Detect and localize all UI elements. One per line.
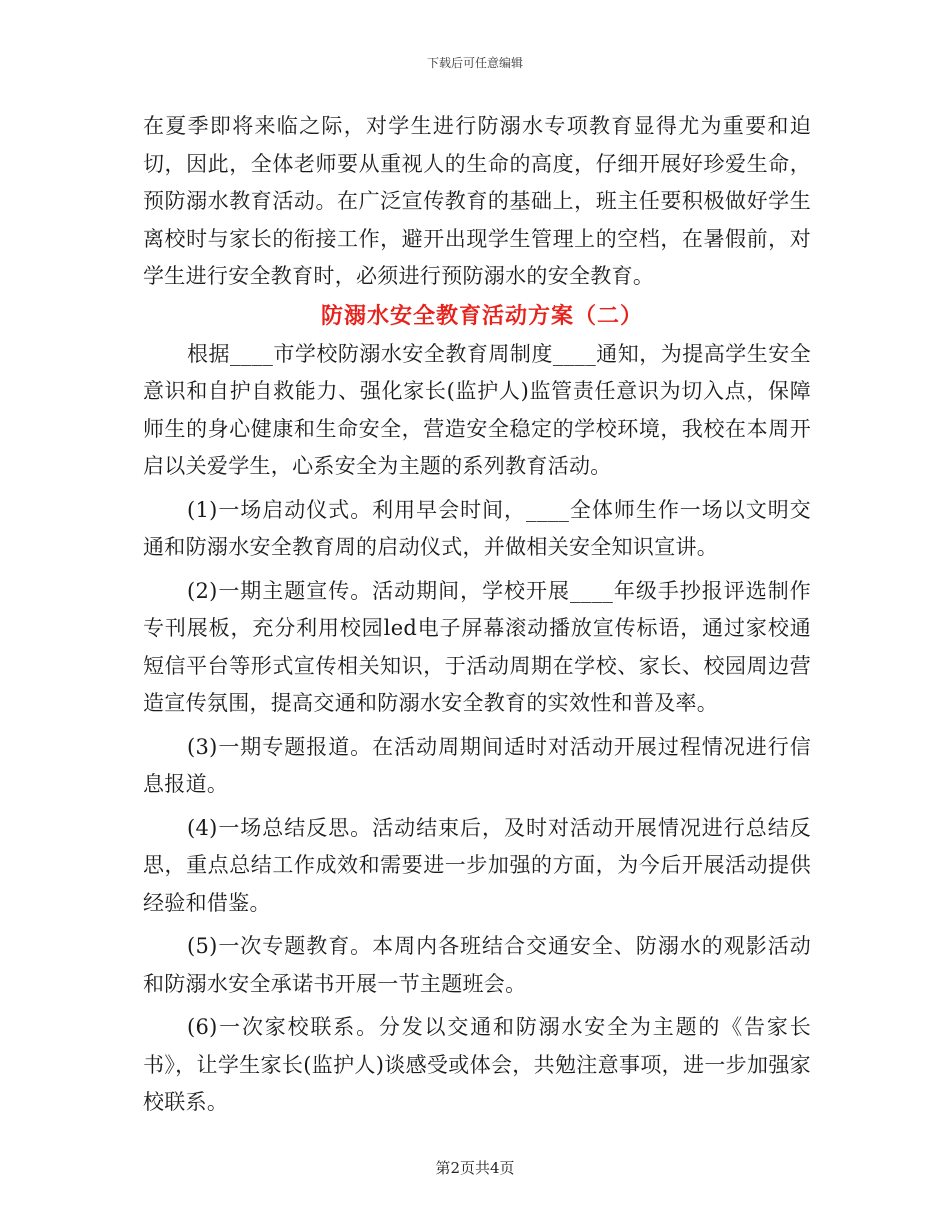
- list-item-2: (2)一期主题宣传。活动期间，学校开展____年级手抄报评选制作专刊展板，充分利用校园led电子屏幕滚动播放宣传标语，通过家校通短信平台等形式宣传相关知识，于活动周期在学校、家长、校园周边营造宣传氛围，提高交通和防溺水安全教育的实效性和普及率。: [143, 578, 811, 715]
- intro-paragraph: 在夏季即将来临之际，对学生进行防溺水专项教育显得尤为重要和迫切，因此，全体老师要从重视人的生命的高度，仔细开展好珍爱生命，预防溺水教育活动。在广泛宣传教育的基础上，班主任要积极做好学生离校时与家长的衔接工作，避开出现学生管理上的空档，在暑假前，对学生进行安全教育时，必须进行预防溺水的安全教育。: [143, 114, 811, 288]
- list-item-6: (6)一次家校联系。分发以交通和防溺水安全为主题的《告家长书》，让学生家长(监护人)谈感受或体会，共勉注意事项，进一步加强家校联系。: [143, 1015, 811, 1114]
- lead-paragraph: 根据____市学校防溺水安全教育周制度____通知，为提高学生安全意识和自护自救能力、强化家长(监护人)监管责任意识为切入点，保障师生的身心健康和生命安全，营造安全稳定的学校环境，我校在本周开启以关爱学生，心系安全为主题的系列教育活动。: [143, 341, 811, 478]
- header-note: 下载后可任意编辑: [426, 56, 523, 70]
- section-title: 防溺水安全教育活动方案（二）: [320, 302, 643, 329]
- list-item-1: (1)一场启动仪式。利用早会时间，____全体师生作一场以文明交通和防溺水安全教育周的启动仪式，并做相关安全知识宣讲。: [143, 497, 811, 559]
- document-body: [143, 108, 811, 1122]
- list-item-3: (3)一期专题报道。在活动周期间适时对活动开展过程情况进行信息报道。: [143, 734, 811, 796]
- page-number: 第2页共4页: [435, 1159, 515, 1177]
- list-item-4: (4)一场总结反思。活动结束后，及时对活动开展情况进行总结反思，重点总结工作成效和需要进一步加强的方面，为今后开展活动提供经验和借鉴。: [143, 815, 811, 915]
- list-item-5: (5)一次专题教育。本周内各班结合交通安全、防溺水的观影活动和防溺水安全承诺书开展一节主题班会。: [143, 934, 811, 996]
